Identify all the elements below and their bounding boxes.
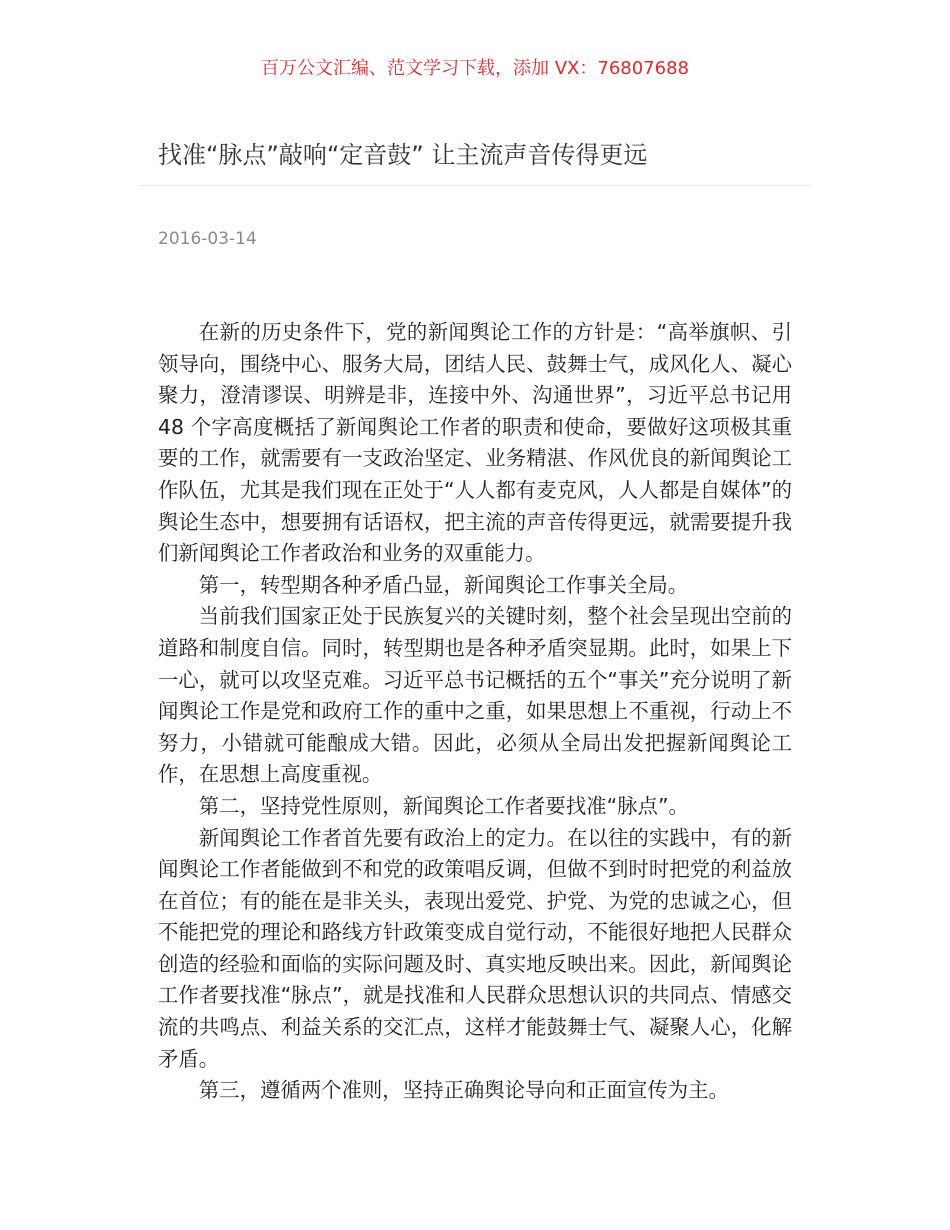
title-divider	[140, 185, 810, 186]
paragraph-intro: 在新的历史条件下，党的新闻舆论工作的方针是：“高举旗帜、引领导向，围绕中心、服务大局，团结人民、鼓舞士气，成风化人、凝心聚力，澄清谬误、明辨是非，连接中外、沟通世界”，习近平总书记用 48 个字高度概括了新闻舆论工作者的职责和使命，要做好这项极其重要的工作，就需要有一支政治坚定、业务精湛、作风优良的新闻舆论工作队伍，尤其是我们现在正处于“人人都有麦克风，人人都是自媒体”的舆论生态中，想要拥有话语权，把主流的声音传得更远，就需要提升我们新闻舆论工作者政治和业务的双重能力。	[158, 320, 792, 566]
publish-date: 2016-03-14	[158, 229, 257, 249]
article-body	[158, 317, 792, 1107]
promo-banner: 百万公文汇编、范文学习下载，添加 VX：76807688	[261, 58, 689, 79]
article-title: 找准“脉点”敲响“定音鼓” 让主流声音传得更远	[158, 141, 648, 169]
paragraph-heading-2: 第二，坚持党性原则，新闻舆论工作者要找准“脉点”。	[198, 793, 689, 818]
paragraph-body-1: 当前我们国家正处于民族复兴的关键时刻，整个社会呈现出空前的道路和制度自信。同时，转型期也是各种矛盾突显期。此时，如果上下一心，就可以攻坚克难。习近平总书记概括的五个“事关”充分说明了新闻舆论工作是党和政府工作的重中之重，如果思想上不重视，行动上不努力，小错就可能酿成大错。因此，必须从全局出发把握新闻舆论工作，在思想上高度重视。	[158, 604, 792, 787]
paragraph-heading-1: 第一，转型期各种矛盾凸显，新闻舆论工作事关全局。	[198, 572, 689, 597]
paragraph-body-2: 新闻舆论工作者首先要有政治上的定力。在以往的实践中，有的新闻舆论工作者能做到不和党的政策唱反调，但做不到时时把党的利益放在首位；有的能在是非关头，表现出爱党、护党、为党的忠诚之心，但不能把党的理论和路线方针政策变成自觉行动，不能很好地把人民群众创造的经验和面临的实际问题及时、真实地反映出来。因此，新闻舆论工作者要找准“脉点”，就是找准和人民群众思想认识的共同点、情感交流的共鸣点、利益关系的交汇点，这样才能鼓舞士气、凝聚人心，化解矛盾。	[158, 825, 792, 1071]
paragraph-heading-3: 第三，遵循两个准则，坚持正确舆论导向和正面宣传为主。	[198, 1078, 729, 1103]
